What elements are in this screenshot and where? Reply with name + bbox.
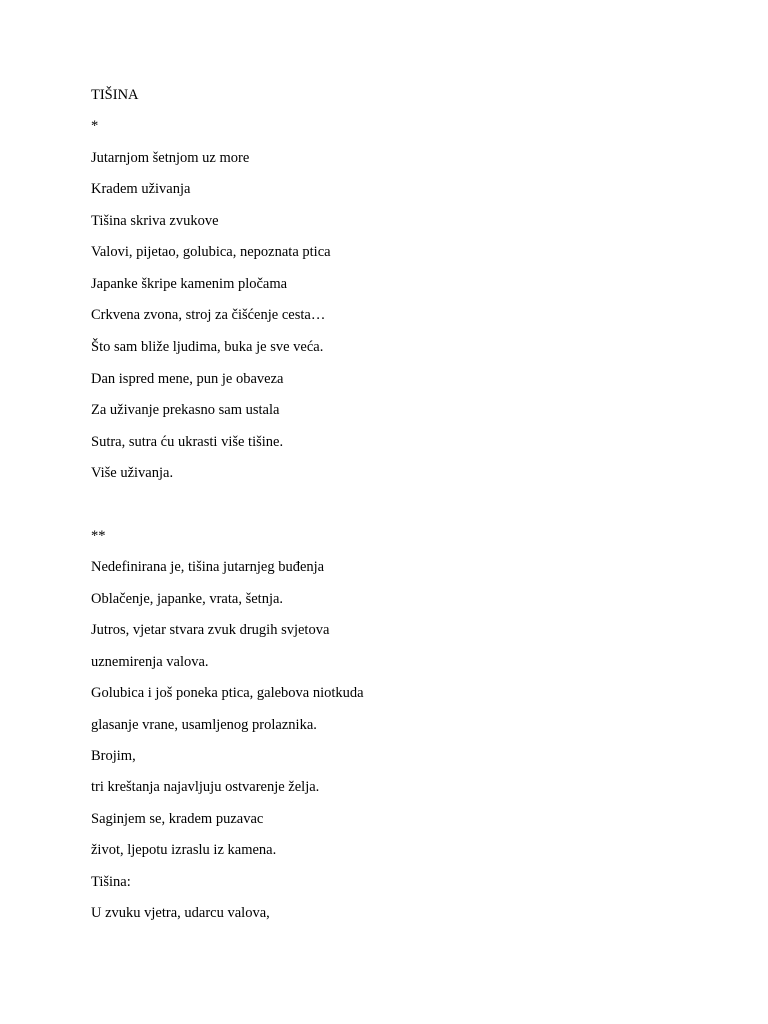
poem-line: život, ljepotu izraslu iz kamena. (91, 842, 277, 858)
poem-line: Jutros, vjetar stvara zvuk drugih svjetova (91, 622, 330, 638)
poem-line: Dan ispred mene, pun je obaveza (91, 371, 284, 387)
poem-line: Tišina skriva zvukove (91, 213, 219, 229)
poem-line: Više uživanja. (91, 465, 174, 481)
poem-line: Saginjem se, kradem puzavac (91, 811, 264, 827)
poem-line: Za uživanje prekasno sam ustala (91, 402, 280, 418)
poem-line: tri kreštanja najavljuju ostvarenje želja. (91, 779, 320, 795)
poem-line: uznemirenja valova. (91, 654, 209, 670)
poem-title: TIŠINA (91, 87, 139, 103)
poem-line: Crkvena zvona, stroj za čišćenje cesta… (91, 307, 326, 323)
poem-line: U zvuku vjetra, udarcu valova, (91, 905, 270, 921)
poem-line: Nedefinirana je, tišina jutarnjeg buđenja (91, 559, 325, 575)
poem-line: Oblačenje, japanke, vrata, šetnja. (91, 591, 284, 607)
poem-line: Japanke škripe kamenim pločama (91, 276, 288, 292)
poem-line: glasanje vrane, usamljenog prolaznika. (91, 717, 317, 733)
poem-line: Jutarnjom šetnjom uz more (91, 150, 250, 166)
poem-line: Sutra, sutra ću ukrasti više tišine. (91, 434, 284, 450)
poem-line: Brojim, (91, 748, 136, 764)
poem-line: Valovi, pijetao, golubica, nepoznata ptica (91, 244, 331, 260)
section-marker-2: ** (91, 528, 106, 544)
poem-line: Tišina: (91, 874, 131, 890)
poem-line: Što sam bliže ljudima, buka je sve veća. (91, 339, 324, 355)
poem-line: Golubica i još poneka ptica, galebova niotkuda (91, 685, 364, 701)
section-marker-1: * (91, 118, 99, 134)
poem-line: Kradem uživanja (91, 181, 191, 197)
